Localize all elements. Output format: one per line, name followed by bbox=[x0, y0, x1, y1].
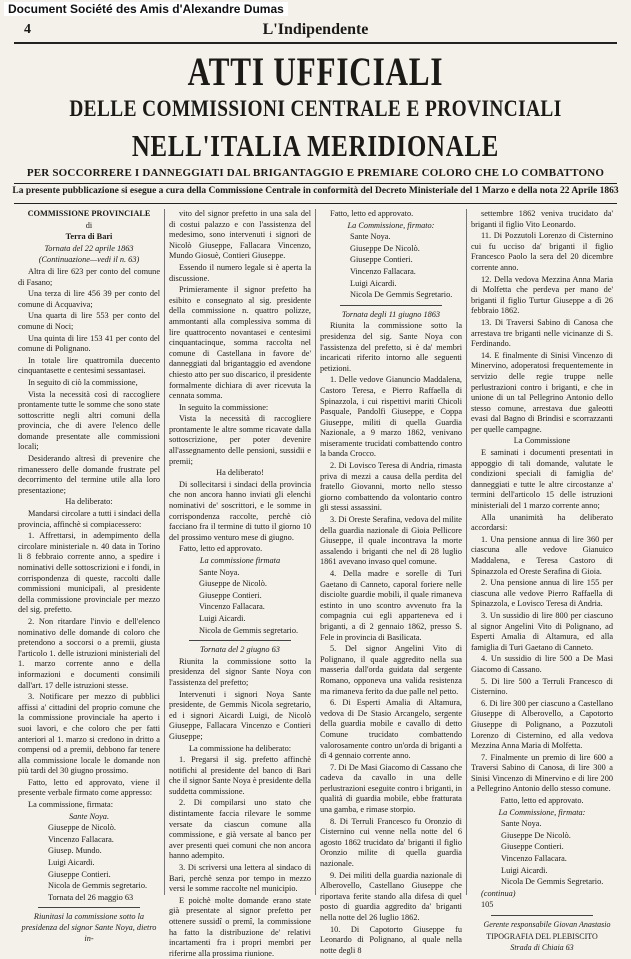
col2-paragraph: Giuseppe Contieri. bbox=[199, 590, 262, 600]
col4-paragraph: E saminati i documenti presentati in appoggio di tali domande, valutate le condizioni speciali di famiglia de' danneggiati e tutte le altre circostanze a' termini dell'articolo 15 delle istruzioni ministeriali del 1 marzo corrente anno; bbox=[471, 448, 613, 511]
section-separator bbox=[491, 915, 593, 916]
col1-paragraph: Una terza di lire 456 39 per conto del comune di Acquaviva; bbox=[18, 289, 160, 309]
section-separator bbox=[38, 907, 140, 908]
col4-paragraph: 14. E finalmente di Sinisi Vincenzo di Minervino, adoperatosi frequentemente in servizio delle regie truppe nelle perlustrazioni contro i briganti, e che in unione di un tal Pellegrino Antonio dello stesso comune, arrestava due galeotti evasi dal Bagno di Brindisi e scorrazzanti per quelle campagne. bbox=[471, 350, 613, 434]
col1-paragraph: 2. Non ritardare l'invio e dell'elenco nominativo delle domande di coloro che pretendono a soccorsi o a premii, giusta l'articolo 1. delle istruzioni ministeriali del 1. marzo corrente anno e della informazioni e documenti consimili dall'art. 17 delle istruzioni stesse. bbox=[18, 616, 160, 690]
headline-sub2: NELL'ITALIA MERIDIONALE bbox=[131, 128, 500, 163]
col3-paragraph: 4. Della madre e sorelle di Turi Gaetano di Canneto, caporal foriere nelle disciolte guardie mobili, il quale rimaneva estinto in uno scontro avvenuto fra la compagnia cui egli apparteneva ed i briganti, a dì 2 gennaio 1862, presso S. Fele in provincia di Basilicata. bbox=[320, 569, 462, 642]
col4-paragraph: 4. Un sussidio di lire 500 a De Masi Giacomo di Cassano. bbox=[471, 654, 613, 674]
col1-paragraph: La commissione, firmata: bbox=[28, 800, 114, 810]
col3-paragraph: 7. Di De Masi Giacomo di Cassano che cadeva da cavallo in una delle perlustrazioni eseguite contro i briganti, in qualità di guardia mobile, ebbe fratturata una gamba, e rimase storpio. bbox=[320, 762, 462, 815]
newspaper-title: L'Indipendente bbox=[262, 21, 369, 38]
col3-paragraph: La Commissione, firmato: bbox=[347, 220, 435, 230]
col2-paragraph: 2. Di compilarsi uno stato che distintamente faccia rilevare le somme versate da ciascun comune alla commissione, e già versate al banco per aver presenti quei comuni che non ancora hanno adempito. bbox=[169, 798, 311, 861]
col4-paragraph: 1. Una pensione annua di lire 360 per ciascuna alle vedove Gianuico Maddalena, e Teresa Castoro di Spinazzola ed Oreste Serafina di Gioia. bbox=[471, 534, 613, 576]
col1-paragraph: Vista la necessità così di raccogliere prontamente tutte le somme che sono state sottoscritte negli altri comuni della provincia, che di avere l'elenco delle domande presentate alle commissioni locali; bbox=[18, 389, 160, 452]
col2-paragraph: Vista la necessità di raccogliere prontamente le altre somme ricavate dalla sottoscrizione, per poter devenire all'assegnamento delle pensioni, sussidii e premii; bbox=[169, 414, 311, 466]
col2-paragraph: 3. Di scriversi una lettera al sindaco di Bari, perchè senza por tempo in mezzo versi le somme raccolte nel municipio. bbox=[169, 863, 311, 894]
col1-paragraph: di bbox=[85, 220, 93, 230]
col3-paragraph: Sante Noya. bbox=[350, 232, 391, 242]
col1-paragraph: Luigi Aicardi. bbox=[48, 858, 95, 868]
col3-paragraph: Nicola De Gemmis Segretario. bbox=[350, 290, 453, 300]
col4-paragraph: Giuseppe Contieri. bbox=[501, 842, 564, 852]
col1-paragraph: In seguito di ciò la commissione, bbox=[28, 377, 138, 387]
col3-paragraph: Giuseppe De Nicolò. bbox=[350, 243, 420, 253]
col1-paragraph: Terra di Bari bbox=[65, 232, 113, 242]
col4-paragraph: 12. Della vedova Mezzina Anna Maria di Molfetta che perdeva per mano de' briganti il figlio Turtur Giuseppe a dì 26 febbraio 1862. bbox=[471, 274, 613, 316]
col1-paragraph: Giuseppe de Nicolò. bbox=[48, 823, 116, 833]
col4-paragraph: Fatto, letto ed approvato. bbox=[500, 796, 584, 806]
col4-paragraph: Vincenzo Fallacara. bbox=[501, 854, 567, 864]
col2-paragraph: vito del signor prefetto in una sala del di costui palazzo e con l'assistenza del medesimo, sono intervenuti i signori de Nicolò Giuseppe, Fallacara Vincenzo, Mundo Giosuè, Contieri Giuseppe. bbox=[169, 209, 311, 261]
col2-paragraph: Sante Noya. bbox=[199, 567, 240, 577]
col1-paragraph: Giuseppe Contieri. bbox=[48, 869, 111, 879]
col4-paragraph: 5. Di lire 500 a Terruli Francesco di Cisternino. bbox=[471, 676, 613, 697]
col1-paragraph: 3. Notificare per mezzo di pubblici affissi a' cittadini del proprio comune che la commissione provinciale ha aperto i suoi lavori, e che coloro che per fatti anteriori al 1. marzo si credono in dritto a compensi od a premii, debbono far tenere alla commissione locale le domande non più tardi del 30 giugno prossimo. bbox=[18, 692, 160, 776]
col4-paragraph: 2. Una pensione annua di lire 155 per ciascuna alle vedove Pierro Raffaella di Spinazzola, e Lovisco Teresa di Andria. bbox=[471, 578, 613, 609]
col2-paragraph: Vincenzo Fallacara. bbox=[199, 602, 265, 612]
col3-paragraph: 10. Di Capotorto Giuseppe fu Leonardo di Polignano, al quale nella notte degli 8 bbox=[320, 924, 462, 955]
col4-paragraph: La Commissione bbox=[513, 436, 571, 446]
col2-paragraph: La commissione ha deliberato: bbox=[188, 743, 292, 753]
col2-paragraph: Essendo il numero legale si è aperta la discussione. bbox=[169, 262, 311, 283]
col4-paragraph: 11. Di Pozzutoli Lorenzo di Cisternino cui fu ucciso da' briganti il figlio Francesco Paolo la sera del 20 dicembre corrente anno. bbox=[471, 231, 613, 272]
headline-sub3: PER SOCCORRERE I DANNEGGIATI DAL BRIGANTAGGIO E PREMIARE COLORO CHE LO COMBATTONO bbox=[26, 167, 605, 179]
col2-paragraph: Tornata del 2 giugno 63 bbox=[200, 645, 280, 655]
col2-paragraph: In seguito la commissione: bbox=[179, 402, 269, 412]
col1-paragraph: Ha deliberato: bbox=[65, 497, 113, 507]
col1-paragraph: Altra di lire 623 per conto del comune di Fasano; bbox=[18, 266, 160, 287]
col4-paragraph: 7. Finalmente un premio di lire 600 a Traversi Sabino di Canosa, di lire 300 a Sinisi Vincenzo di Minervino e di lire 200 a Pellegrino Antonio dello stesso comune. bbox=[471, 752, 613, 794]
col2-paragraph: Riunita la commissione sotto la presidenza del signor Sante Noya con l'assistenza del prefetto; bbox=[169, 656, 311, 687]
intro-rule-bottom bbox=[14, 203, 617, 204]
col3-paragraph: 6. Di Esperti Amalia di Altamura, vedova di De Stasio Arcangelo, sergente della guardia mobile e cavallo di detto Comune trucidato combattendo valorosamente contro un'orda di briganti a dì 4 gennaio corrente anno. bbox=[320, 698, 462, 761]
col3-paragraph: 8. Di Terruli Francesco fu Oronzio di Cisternino cui venne nella notte del 6 agosto 1862 trucidato da' briganti il figlio Oronzio milite di quella guardia nazionale. bbox=[320, 816, 462, 869]
intro-rule-top bbox=[14, 183, 617, 184]
col2-paragraph: Nicola de Gemmis segretario. bbox=[199, 625, 299, 635]
col1-paragraph: 1. Affrettarsi, in adempimento della circolare ministeriale n. 40 data in Torino li 8 febbraio corrente anno, a spedire i nominativi delle sottoscrizioni e i fondi, in corrispondenza di queste, raccolti dalle commissioni municipali, al presidente della commissione provinciale per mezzo del sig. prefetto. bbox=[18, 531, 160, 615]
col1-paragraph: Sante Noya. bbox=[68, 811, 110, 821]
col1-paragraph: Riunitasi la commissione sotto la presidenza del signor Sante Noya, dietro in- bbox=[21, 912, 157, 943]
col3-paragraph: Tornata degli 11 giugno 1863 bbox=[341, 309, 441, 319]
col1-paragraph: Tornata del 22 aprile 1863 bbox=[44, 243, 134, 253]
intro-notice: La presente pubblicazione si esegue a cura della Commissione Centrale in conformità del Decreto Ministeriale del 1 Marzo e della nota 22 Aprile 1863 bbox=[12, 186, 619, 196]
col3-paragraph: Vincenzo Fallacara. bbox=[350, 266, 416, 276]
headline-sub1: DELLE COMMISSIONI CENTRALE E PROVINCIALI bbox=[69, 96, 562, 121]
col4-paragraph: Nicola De Gemmis Segretario. bbox=[501, 877, 604, 887]
col4-paragraph: 6. Di lire 300 per ciascuno a Castellano Giuseppe di Alberovello, a Capotorto Giuseppe di Polignano, a Pozzutoli Lorenzo di Cisternino, ed alla vedova Mezzina Anna Maria di Molfetta. bbox=[471, 698, 613, 751]
col2-paragraph: Fatto, letto ed approvato. bbox=[179, 544, 263, 554]
col1-paragraph: COMMISSIONE PROVINCIALE bbox=[27, 209, 151, 218]
column-4 bbox=[467, 209, 617, 953]
col2-paragraph: Luigi Aicardi. bbox=[199, 613, 246, 623]
col3-paragraph: Luigi Aicardi. bbox=[350, 278, 397, 288]
col4-paragraph: Luigi Aicardi. bbox=[501, 865, 548, 875]
column-3 bbox=[316, 209, 467, 955]
article-columns bbox=[14, 209, 617, 958]
section-separator bbox=[340, 305, 442, 306]
col3-paragraph: Giuseppe Contieri. bbox=[350, 255, 413, 265]
col1-paragraph: Una quinta di lire 153 41 per conto del comune di Polignano. bbox=[18, 333, 160, 354]
col2-paragraph: Intervenuti i signori Noya Sante presidente, de Gemmis Nicola segretario, ed i signori Aicardi Luigi, de Nicolò Giuseppe, Fallacara Vincenzo e Contieri Giuseppe; bbox=[169, 689, 311, 741]
col1-paragraph: Mandarsi circolare a tutti i sindaci della provincia, affinchè si compiacessero: bbox=[18, 509, 160, 529]
col1-paragraph: Una quarta di lire 553 per conto del comune di Noci; bbox=[18, 311, 160, 331]
col3-paragraph: 1. Delle vedove Gianuncio Maddalena, Castoro Teresa, e Pierro Raffaella di Spinazzola, i cui rispettivi mariti Chicoli Pasquale, Pandolfi Giuseppe, e Coppa Giuseppe, militi di quella Guardia Nazionale, a 9 marzo 1862, venivano miseramente trucidati combattendo contro la banda Crocco. bbox=[320, 375, 462, 459]
page-number: 4 bbox=[24, 22, 31, 37]
col1-paragraph: Giusep. Mundo. bbox=[48, 846, 102, 856]
col3-paragraph: Fatto, letto ed approvato. bbox=[330, 209, 414, 218]
watermark-label: Document Société des Amis d'Alexandre Dumas bbox=[4, 2, 288, 16]
headline-main: ATTI UFFICIALI bbox=[187, 49, 444, 94]
col1-paragraph: Desiderando altresì di prevenire che rimanessero delle domande frustrate pel decorrimento del termine utile alla loro presentazione; bbox=[18, 454, 160, 495]
col4-paragraph: Gerente responsabile Giovan Anastasio bbox=[483, 920, 611, 929]
col3-paragraph: Riunita la commissione sotto la presidenza del sig. Sante Noya con l'assistenza del prefetto, si è da' membri incaricati riferito intorno alle seguenti petizioni. bbox=[320, 321, 462, 373]
col4-paragraph: 3. Un sussidio di lire 800 per ciascuno al signor Angelini Vito di Polignano, ad Esperti Amalia di Altamura, ed alla famiglia di Turi Gaetano di Canneto. bbox=[471, 610, 613, 652]
col4-paragraph: Sante Noya. bbox=[501, 819, 542, 829]
header-rule bbox=[14, 42, 617, 44]
column-2 bbox=[165, 209, 316, 958]
col2-paragraph: Giuseppe de Nicolò. bbox=[199, 579, 267, 589]
col1-paragraph: In totale lire quattromila duecento cinquantasette e centesimi sessantasei. bbox=[18, 355, 160, 376]
col2-paragraph: E poichè molte domande erano state già presentate al signor prefetto per ottenere sussidî o premî, la commissione ha fatto la distribuzione de' relativi incartamenti fra i propri membri per riferirne alla prossima riunione. bbox=[169, 895, 311, 958]
col4-paragraph: 105 bbox=[481, 900, 494, 910]
col4-paragraph: settembre 1862 veniva trucidato da' briganti il figlio Vito Leonardo. bbox=[471, 209, 613, 229]
col3-paragraph: 5. Del signor Angelini Vito di Polignano, il quale aggredito nella sua masseria dall'orda guidata dal sergente Romano, opponeva una valida resistenza ma rimaneva ferito da due palle nel petto. bbox=[320, 644, 462, 696]
section-separator bbox=[189, 640, 291, 641]
col3-paragraph: 9. Dei militi della guardia nazionale di Alberovello, Castellano Giuseppe che riportava ferite stando alla difesa di quel posto di guardia aggredito da' briganti nella notte del 26 luglio 1862. bbox=[320, 870, 462, 922]
col4-paragraph: TIPOGRAFIA DEL PLEBISCITO bbox=[486, 931, 598, 941]
col1-paragraph: Nicola de Gemmis segretario. bbox=[48, 881, 148, 891]
column-1 bbox=[14, 209, 165, 943]
col4-paragraph: (continua) bbox=[481, 888, 516, 898]
col1-paragraph: Vincenzo Fallacara. bbox=[48, 834, 114, 844]
col4-paragraph: La Commissione, firmata: bbox=[498, 807, 586, 817]
col4-paragraph: 13. Di Traversi Sabino di Canosa che arrestava tre briganti nelle vicinanze di S. Ferdinando. bbox=[471, 317, 613, 349]
col2-paragraph: Di sollecitarsi i sindaci della provincia che non ancora hanno inviati gli elenchi nominativi de' soscrittori, e le somme in corrispondenza raccolte, perchè ciò facciano fra il termine di tutto il giorno 10 del prossimo venturo mese di giugno. bbox=[169, 479, 311, 542]
col4-paragraph: Alla unanimità ha deliberato accordarsi: bbox=[471, 512, 613, 533]
col1-paragraph: (Continuazione—vedi il n. 63) bbox=[38, 255, 140, 265]
col2-paragraph: Primieramente il signor prefetto ha esibito e consegnato al sig. presidente della commissione n. quattro polizze, ammontanti alla complessiva somma di lire quattrocento novantasei e centesimi cinquantacinque, somma raccolta nel comune di Castellana in favore de' danneggiati dal brigantaggio ed avendone chiesto atto per suo discarico, il presidente formalmente dichiara di aver ricevuta la cennata somma. bbox=[169, 285, 311, 401]
col4-paragraph: Strada di Chiaia 63 bbox=[510, 943, 574, 953]
col2-paragraph: 1. Pregarsi il sig. prefetto affinchè notifichi al presidente del banco di Bari che il signor Sante Noya è presidente della suddetta commissione. bbox=[169, 755, 311, 796]
col2-paragraph: Ha deliberato! bbox=[216, 468, 264, 478]
col4-paragraph: Giuseppe De Nicolò. bbox=[501, 830, 571, 840]
col3-paragraph: 3. Di Oreste Serafina, vedova del milite della guardia nazionale di Gioia Pellicore Giuseppe, il quale incontrava la morte assalendo i briganti che nel dì 28 luglio 1861 avevano invaso quel comune. bbox=[320, 515, 462, 567]
col1-paragraph: Fatto, letto ed approvato, viene il presente verbale firmato come appresso: bbox=[18, 777, 160, 798]
col1-paragraph: Tornata del 26 maggio 63 bbox=[48, 892, 134, 902]
col3-paragraph: 2. Di Lovisco Teresa di Andria, rimasta priva di mezzi a causa della perdita del fratello Giovanni, morto nello stesso giorno combattendo da volontario contro gli stessi assassini. bbox=[320, 461, 462, 513]
col2-paragraph: La commissione firmata bbox=[199, 556, 281, 565]
